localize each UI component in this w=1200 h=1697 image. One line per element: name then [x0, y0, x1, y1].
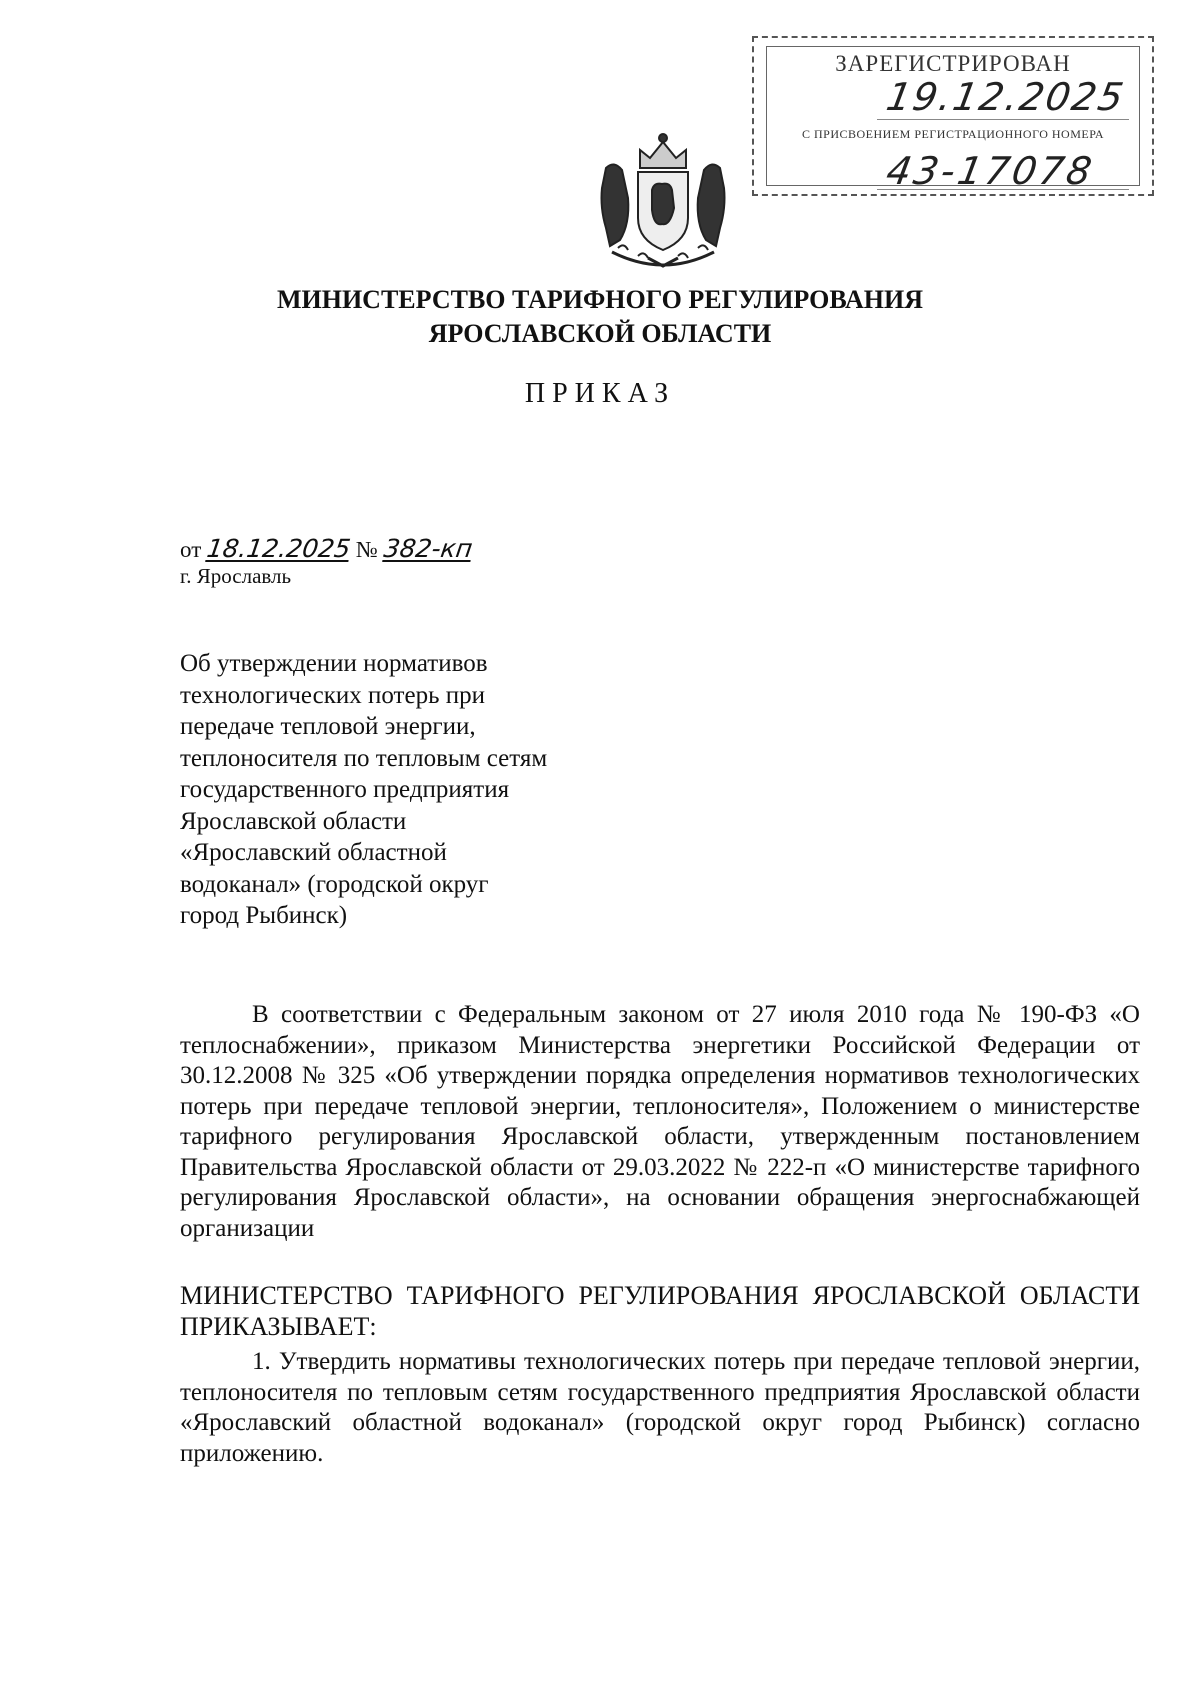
order-date-number [180, 534, 472, 565]
subject-line: передаче тепловой энергии, [180, 713, 476, 740]
stamp-subtitle: С ПРИСВОЕНИЕМ РЕГИСТРАЦИОННОГО НОМЕРА [801, 127, 1105, 141]
city: г. Ярославль [180, 564, 292, 588]
stamp-divider [877, 189, 1129, 190]
order-item-1: 1. Утвердить нормативы технологических потерь при передаче тепловой энергии, теплоносителя по тепловым сетям государственного предприятия Ярославской области «Ярославский областной водоканал» (городской округ город Рыбинск) согласно приложению. [180, 1348, 1140, 1467]
order-subject [180, 648, 640, 932]
coat-of-arms-icon [588, 128, 738, 274]
ministry-name-line2: ЯРОСЛАВСКОЙ ОБЛАСТИ [428, 319, 772, 348]
registration-stamp [752, 36, 1154, 196]
order-date: 18.12.2025 [205, 534, 353, 563]
stamp-divider [877, 119, 1129, 120]
subject-line: Об утверждении нормативов [180, 650, 488, 677]
document-type: ПРИКАЗ [524, 378, 676, 409]
subject-line: государственного предприятия [180, 776, 510, 803]
subject-line: водоканал» (городской округ [180, 870, 489, 898]
subject-line: «Ярославский областной [180, 839, 447, 866]
subject-line: теплоносителя по тепловым сетям [180, 744, 548, 772]
ministry-name-line1: МИНИСТЕРСТВО ТАРИФНОГО РЕГУЛИРОВАНИЯ [276, 285, 924, 314]
stamp-title: ЗАРЕГИСТРИРОВАН [835, 51, 1071, 76]
from-label: от [180, 537, 202, 562]
stamp-frame [766, 46, 1140, 193]
stamp-number: 43-17078 [883, 149, 1098, 193]
number-label: № [355, 537, 378, 562]
order-number: 382-кп [381, 534, 474, 563]
preamble-paragraph: В соответствии с Федеральным законом от 27 июля 2010 года № 190-ФЗ «О теплоснабжении», приказом Министерства энергетики Российской Федерации от 30.12.2008 № 325 «Об утверждении порядка определения нормативов технологических потерь при передаче тепловой энергии, теплоносителя», Положением о министерстве тарифного регулирования Ярославской области, утвержденным постановлением Правительства Ярославской области от 29.03.2022 № 222-п «О министерстве тарифного регулирования Ярославской области», на основании обращения энергоснабжающей организации [180, 1001, 1140, 1242]
subject-line: технологических потерь при [180, 681, 485, 709]
subject-line: Ярославской области [180, 807, 407, 835]
subject-line: город Рыбинск) [180, 902, 348, 929]
order-phrase: МИНИСТЕРСТВО ТАРИФНОГО РЕГУЛИРОВАНИЯ ЯРОСЛАВСКОЙ ОБЛАСТИ ПРИКАЗЫВАЕТ: [180, 1281, 1140, 1341]
stamp-date: 19.12.2025 [883, 75, 1129, 119]
